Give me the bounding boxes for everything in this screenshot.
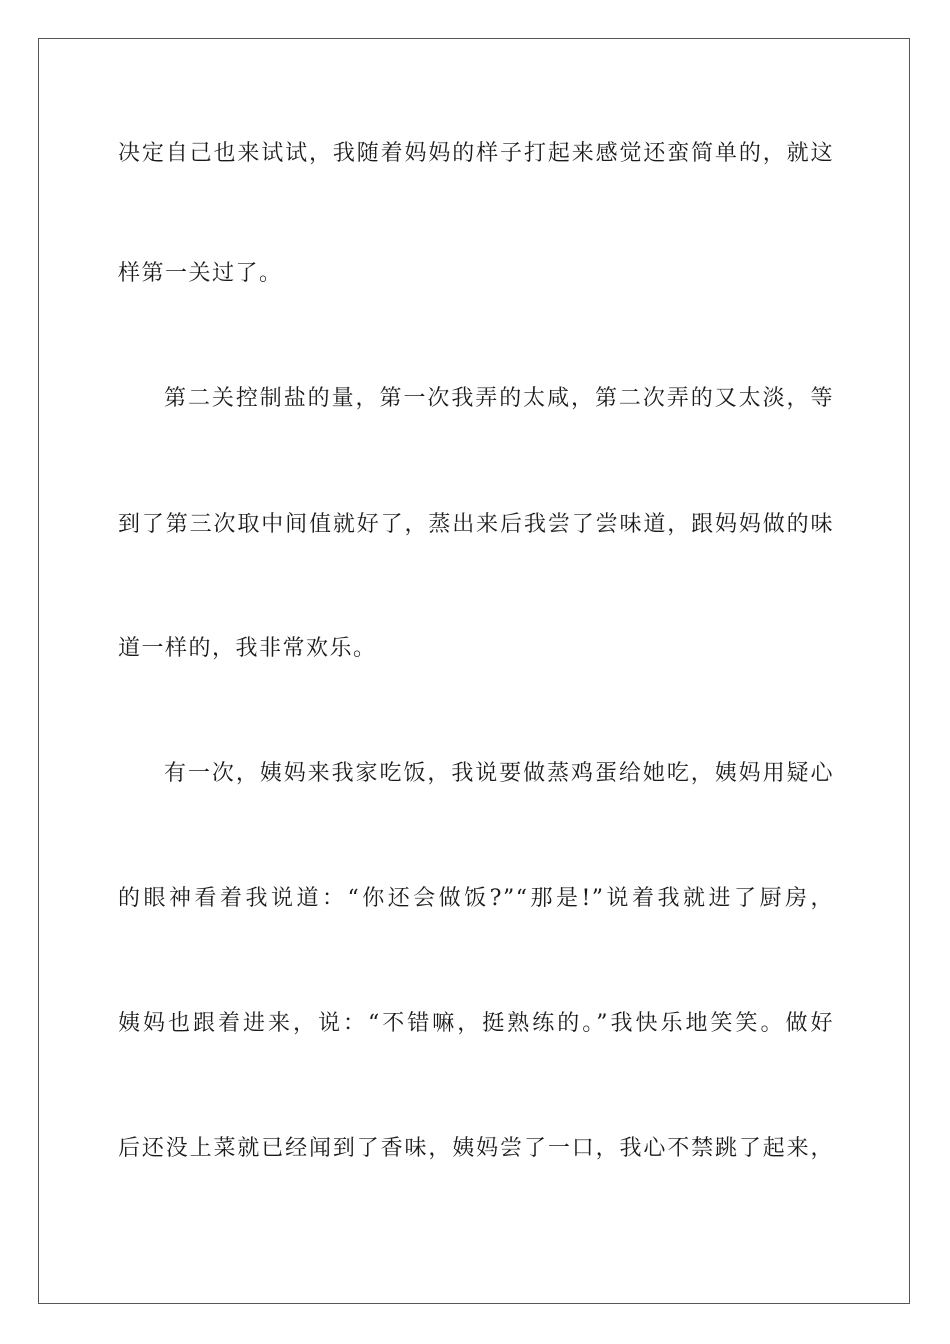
- text-line: 到了第三次取中间值就好了，蒸出来后我尝了尝味道，跟妈妈做的味: [118, 512, 834, 537]
- text-line: 道一样的，我非常欢乐。: [118, 636, 377, 661]
- page-border: [38, 38, 910, 1304]
- text-line: 后还没上菜就已经闻到了香味，姨妈尝了一口，我心不禁跳了起来，: [118, 1136, 834, 1161]
- text-line: 姨妈也跟着进来，说：“不错嘛，挺熟练的。”我快乐地笑笑。做好: [118, 1011, 834, 1036]
- text-line: 样第一关过了。: [118, 261, 283, 286]
- paragraph-start-line: 第二关控制盐的量，第一次我弄的太咸，第二次弄的又太淡，等: [164, 386, 834, 411]
- paragraph-start-line: 有一次，姨妈来我家吃饭，我说要做蒸鸡蛋给她吃，姨妈用疑心: [164, 761, 834, 786]
- text-line: 的眼神看着我说道：“你还会做饭?”“那是!”说着我就进了厨房，: [118, 886, 834, 911]
- text-line: 决定自己也来试试，我随着妈妈的样子打起来感觉还蛮简单的，就这: [118, 141, 834, 166]
